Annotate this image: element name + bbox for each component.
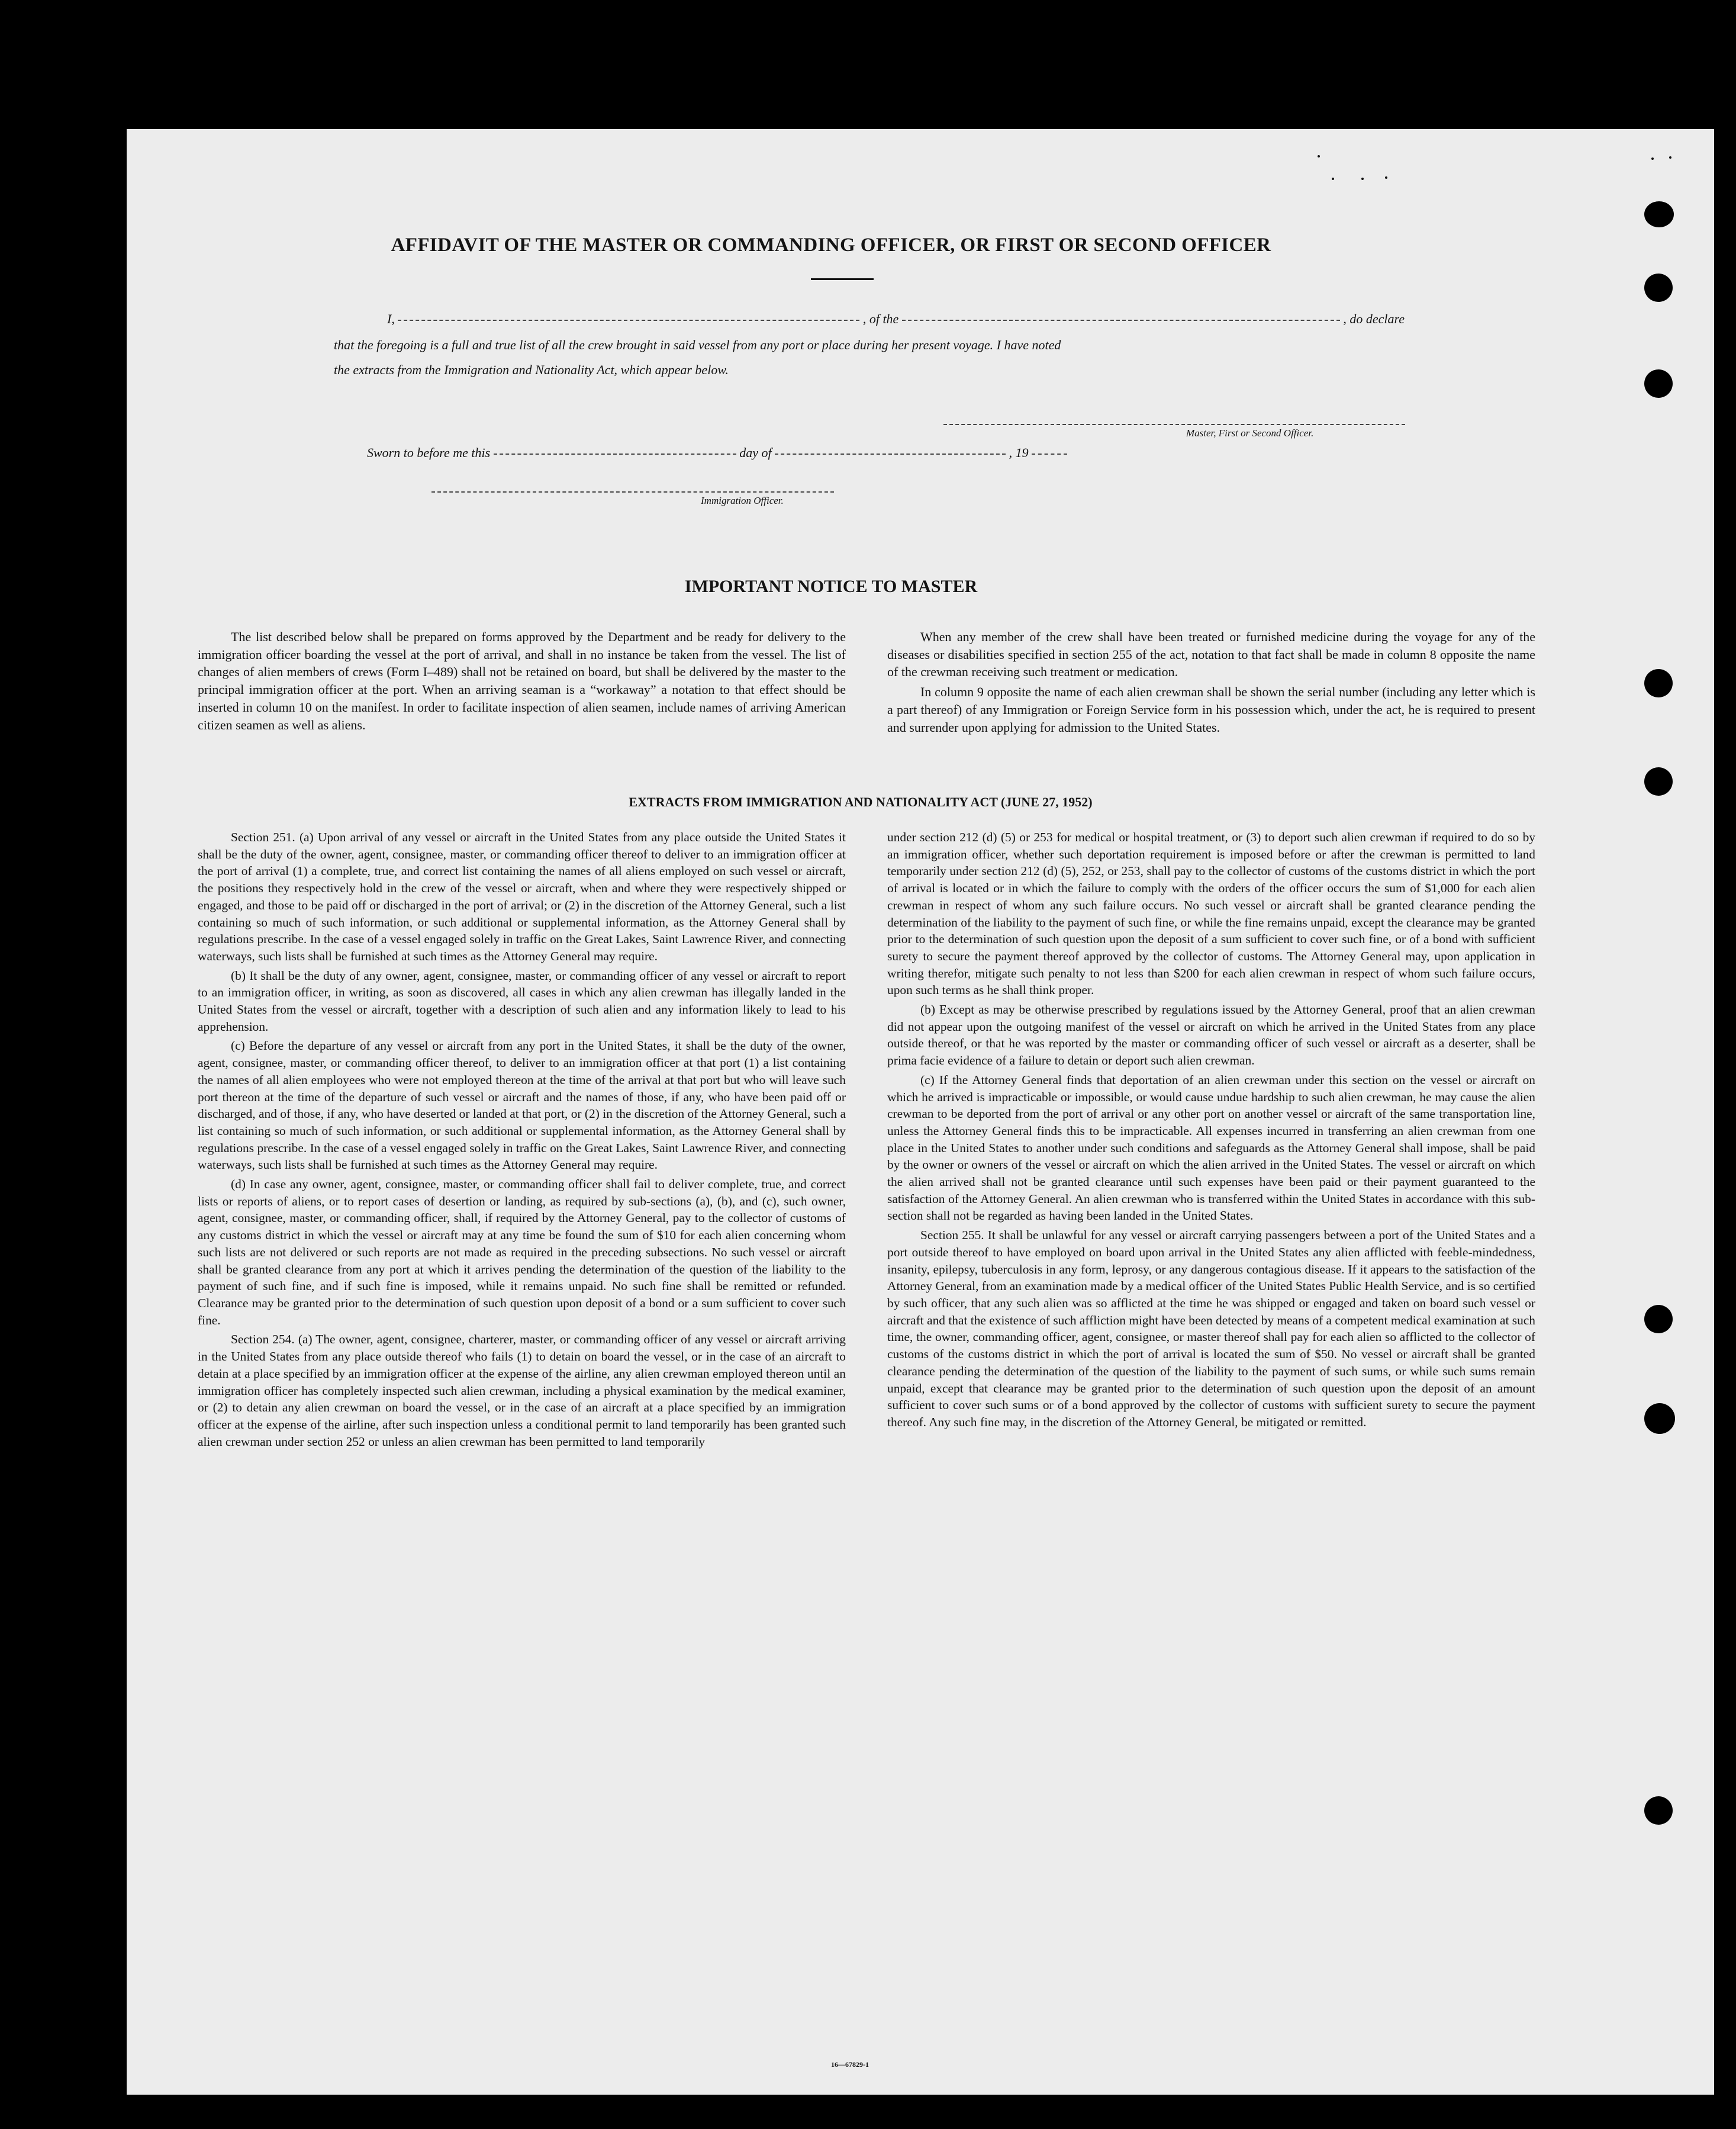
officer-signature-field[interactable] [431, 491, 834, 493]
notice-left-paragraph: The list described below shall be prepared on forms approved by the Department and be ready for delivery to the immigration officer boarding the vessel at the port of arrival, and shall in no instance be taken from the vessel. The list of changes of alien members of crews (Form I–489) shall not be retained on board, but shall be delivered by the master to the principal immigration officer at the port. When an arriving seaman is a “workaway” a notation to that effect should be inserted in column 10 on the manifest. In order to facilitate inspection of alien seamen, include names of arriving American citizen seamen as well as aliens. [198, 629, 846, 732]
sworn-day-field[interactable] [494, 453, 736, 455]
notice-right-paragraph: When any member of the crew shall have been treated or furnished medicine during the voyage for any of the diseases or disabilities specified in section 255 of the act, notation to that fact shall be made in column 8 opposite the name of the crewman receiving such treatment or medication. [887, 629, 1535, 680]
punch-hole-icon [1644, 669, 1673, 697]
i-label: I, [387, 311, 395, 326]
day-of-label: day of [739, 445, 772, 460]
sworn-month-field[interactable] [775, 453, 1006, 455]
section-254-c: (c) If the Attorney General finds that deportation of an alien crewman under this section on the vessel or aircraft on which he arrived is impracticable or impossible, or would cause undue hardship to such alien crewman, he may cause the alien crewman to be deported from the port of arrival or any other port on another vessel or aircraft of the same transportation line, unless the Attorney General finds this to be impracticable. All expenses incurred in transferring an alien crewman from one place in the United States to another under such conditions and safeguards as the Attorney General shall impose, shall be paid by the owner or owners of the vessel or aircraft on which the alien arrived in the United States. The vessel or aircraft on which the alien arrived shall not be granted clearance until such expenses have been paid or their payment guaranteed to the satisfaction of the Attorney General. An alien crewman who is transferred within the United States in accordance with this sub-section shall not be regarded as having been landed in the United States. [887, 1072, 1535, 1223]
do-declare-label: , do declare [1343, 311, 1405, 326]
punch-hole-icon [1644, 1403, 1675, 1434]
punch-hole-icon [1644, 369, 1673, 398]
notice-title: IMPORTANT NOTICE TO MASTER [684, 577, 978, 596]
extracts-title: EXTRACTS FROM IMMIGRATION AND NATIONALITY ACT (JUNE 27, 1952) [629, 795, 1093, 809]
section-254-b: (b) Except as may be otherwise prescribed by regulations issued by the Attorney General, proof that an alien crewman did not appear upon the outgoing manifest of the vessel or aircraft on which he arrived in the United States from any place outside thereof, or that he was reported by the master or commanding officer of such vessel or aircraft as a deserter, shall be prima facie evidence of a failure to detain or deport such alien crewman. [887, 1002, 1535, 1068]
name-field[interactable] [398, 319, 859, 321]
extracts-left-column [198, 829, 846, 1452]
scan-speck [1651, 157, 1654, 160]
sworn-line [367, 445, 1373, 461]
sworn-year-field[interactable] [1032, 453, 1067, 455]
declaration-statement-1: that the foregoing is a full and true list of all the crew brought in said vessel from any port or place during her present voyage. I have noted [334, 337, 1061, 352]
of-the-label: , of the [862, 311, 899, 326]
form-number: 16—67829-1 [831, 2060, 869, 2069]
notice-right-paragraph: In column 9 opposite the name of each alien crewman shall be shown the serial number (including any letter which is a part thereof) of any Immigration or Foreign Service form in his possession which, under the act, he is required to present and surrender upon applying for admission to the United States. [887, 684, 1535, 735]
notice-right-column [887, 628, 1535, 738]
punch-hole-icon [1644, 767, 1673, 796]
extracts-right-column [887, 829, 1535, 1433]
section-255: Section 255. It shall be unlawful for any vessel or aircraft carrying passengers between a port of the United States and a port outside thereof to have employed on board upon arrival in the United States any alien afflicted with feeble-mindedness, insanity, epilepsy, tuberculosis in any form, leprosy, or any dangerous contagious disease. If it appears to the satisfaction of the Attorney General, from an examination made by a medical officer of the United States Public Health Service, and is so certified by such officer, that any such alien was so afflicted at the time he was shipped or engaged and taken on board such vessel or aircraft and that the existence of such affliction might have been detected by means of a competent medical examination at such time, the owner, commanding officer, agent, consignee, or master thereof shall pay for each alien so afflicted to the collector of customs of the customs district in which the port of arrival is located the sum of $50. No vessel or aircraft shall be granted clearance pending the determination of the question of the liability to the payment of such sums, or while such sums remain unpaid, except that clearance may be granted prior to the determination of such question upon the deposit of an amount sufficient to cover such sums or of a bond approved by the collector of customs with sufficient surety to secure the payment thereof. Any such fine may, in the discretion of the Attorney General, be mitigated or remitted. [887, 1228, 1535, 1429]
affidavit-title: AFFIDAVIT OF THE MASTER OR COMMANDING OFFICER, OR FIRST OR SECOND OFFICER [391, 234, 1271, 256]
scan-speck [1385, 176, 1387, 179]
master-caption: Master, First or Second Officer. [1186, 427, 1314, 439]
scan-speck [1361, 178, 1364, 180]
section-251-d: (d) In case any owner, agent, consignee, master, or commanding officer shall fail to deliver complete, true, and correct lists or reports of aliens, or to report cases of desertion or landing, as required by sub-sections (a), (b), and (c), such owner, agent, consignee, master, or commanding officer, shall, if required by the Attorney General, pay to the collector of customs of any customs district in which the vessel or aircraft may at any time be found the sum of $10 for each alien concerning whom such lists are not delivered or such reports are not made as required in the preceding subsections. No such vessel or aircraft shall be granted clearance from any port at which it arrives pending the determination of the question of the liability to the payment of such fine, and if such fine is imposed, while it remains unpaid. No such fine shall be remitted or refunded. Clearance may be granted prior to the determination of such question upon deposit of a bond or a sum sufficient to cover such fine. [198, 1177, 846, 1327]
punch-hole-icon [1644, 1305, 1673, 1333]
form-sheet [127, 129, 1714, 2095]
master-signature-field[interactable] [943, 423, 1405, 425]
section-254-a: Section 254. (a) The owner, agent, consignee, charterer, master, or commanding officer of any vessel or aircraft arriving in the United States from any place outside thereof who fails (1) to detain on board the vessel, or in the case of an aircraft to detain at a place specified by an immigration officer at the expense of the airline, any alien crewman employed thereon until an immigration officer has completely inspected such alien crewman, including a physical examination by the medical examiner, or (2) to detain any alien crewman on board the vessel, or in the case of an aircraft at a place specified by an immigration officer at the expense of the airline, after such inspection unless a conditional permit to land temporarily has been granted such alien crewman under section 252 or unless an alien crewman has been permitted to land temporarily [198, 1332, 846, 1449]
year-label: , 19 [1009, 445, 1029, 460]
title-underline [811, 278, 874, 280]
officer-caption: Immigration Officer. [701, 495, 784, 506]
scan-speck [1318, 155, 1320, 157]
punch-hole-icon [1644, 1796, 1673, 1825]
declaration-line [387, 311, 1535, 327]
scan-speck [1669, 156, 1671, 159]
notice-left-column [198, 628, 846, 736]
punch-hole-icon [1644, 201, 1674, 227]
vessel-field[interactable] [902, 319, 1340, 321]
punch-hole-icon [1644, 274, 1673, 302]
section-254-a-continued: under section 212 (d) (5) or 253 for medical or hospital treatment, or (3) to deport such alien crewman if required to do so by an immigration officer, whether such deportation requirement is imposed before or after the crewman is permitted to land temporarily under section 212 (d) (5), 252, or 253, shall pay to the collector of customs of the customs district in which the port of arrival is located or in which the failure to comply with the orders of the officer occurs the sum of $1,000 for each alien crewman in respect of whom any such failure occurs. No such vessel or aircraft shall be granted clearance pending the determination of the liability to the payment of such fine, or while the fine remains unpaid, except the clearance may be granted prior to the determination of such question upon the deposit of a sum sufficient to cover such fine, or of a bond with sufficient surety to secure the payment thereof approved by the collector of customs. The Attorney General may, upon application in writing therefor, mitigate such penalty to not less than $200 for each alien crewman in respect of whom such failure occurs, upon such terms as he shall think proper. [887, 830, 1535, 998]
scan-speck [1332, 178, 1334, 180]
declaration-statement-2: the extracts from the Immigration and Nationality Act, which appear below. [334, 362, 729, 377]
section-251-a: Section 251. (a) Upon arrival of any vessel or aircraft in the United States from any place outside the United States it shall be the duty of the owner, agent, consignee, master, or commanding officer thereof to deliver to an immigration officer at the port of arrival (1) a complete, true, and correct list containing the names of all aliens employed on such vessel or aircraft, the positions they respectively hold in the crew of the vessel or aircraft, when and where they were respectively shipped or engaged, and those to be paid off or discharged in the port of arrival; or (2) in the discretion of the Attorney General, such a list containing so much of such information, or such additional or supplemental information, as the Attorney General shall by regulations prescribe. In the case of a vessel engaged solely in traffic on the Great Lakes, Saint Lawrence River, and connecting waterways, such lists shall be furnished at such times as the Attorney General may require. [198, 830, 846, 963]
section-251-b: (b) It shall be the duty of any owner, agent, consignee, master, or commanding officer of any vessel or aircraft to report to an immigration officer, in writing, as soon as discovered, all cases in which any alien crewman has illegally landed in the United States from the vessel or aircraft, together with a description of such alien and any information likely to lead to his apprehension. [198, 968, 846, 1034]
sworn-label: Sworn to before me this [367, 445, 491, 460]
section-251-c: (c) Before the departure of any vessel or aircraft from any port in the United States, it shall be the duty of the owner, agent, consignee, master, or commanding officer thereof, to deliver to an immigration officer at that port (1) a list containing the names of all alien employees who were not employed thereon at the time of the arrival at that port but who will leave such port thereon at the time of the departure of such vessel or aircraft and the names of those, if any, who have been paid off or discharged, and of those, if any, who have deserted or landed at that port, or (2) in the discretion of the Attorney General, such a list containing so much of such information, or such additional or supplemental information, as the Attorney General shall by regulations prescribe. In the case of a vessel engaged solely in traffic on the Great Lakes, Saint Lawrence River, and connecting waterways, such lists shall be furnished at such times as the Attorney General may require. [198, 1038, 846, 1172]
